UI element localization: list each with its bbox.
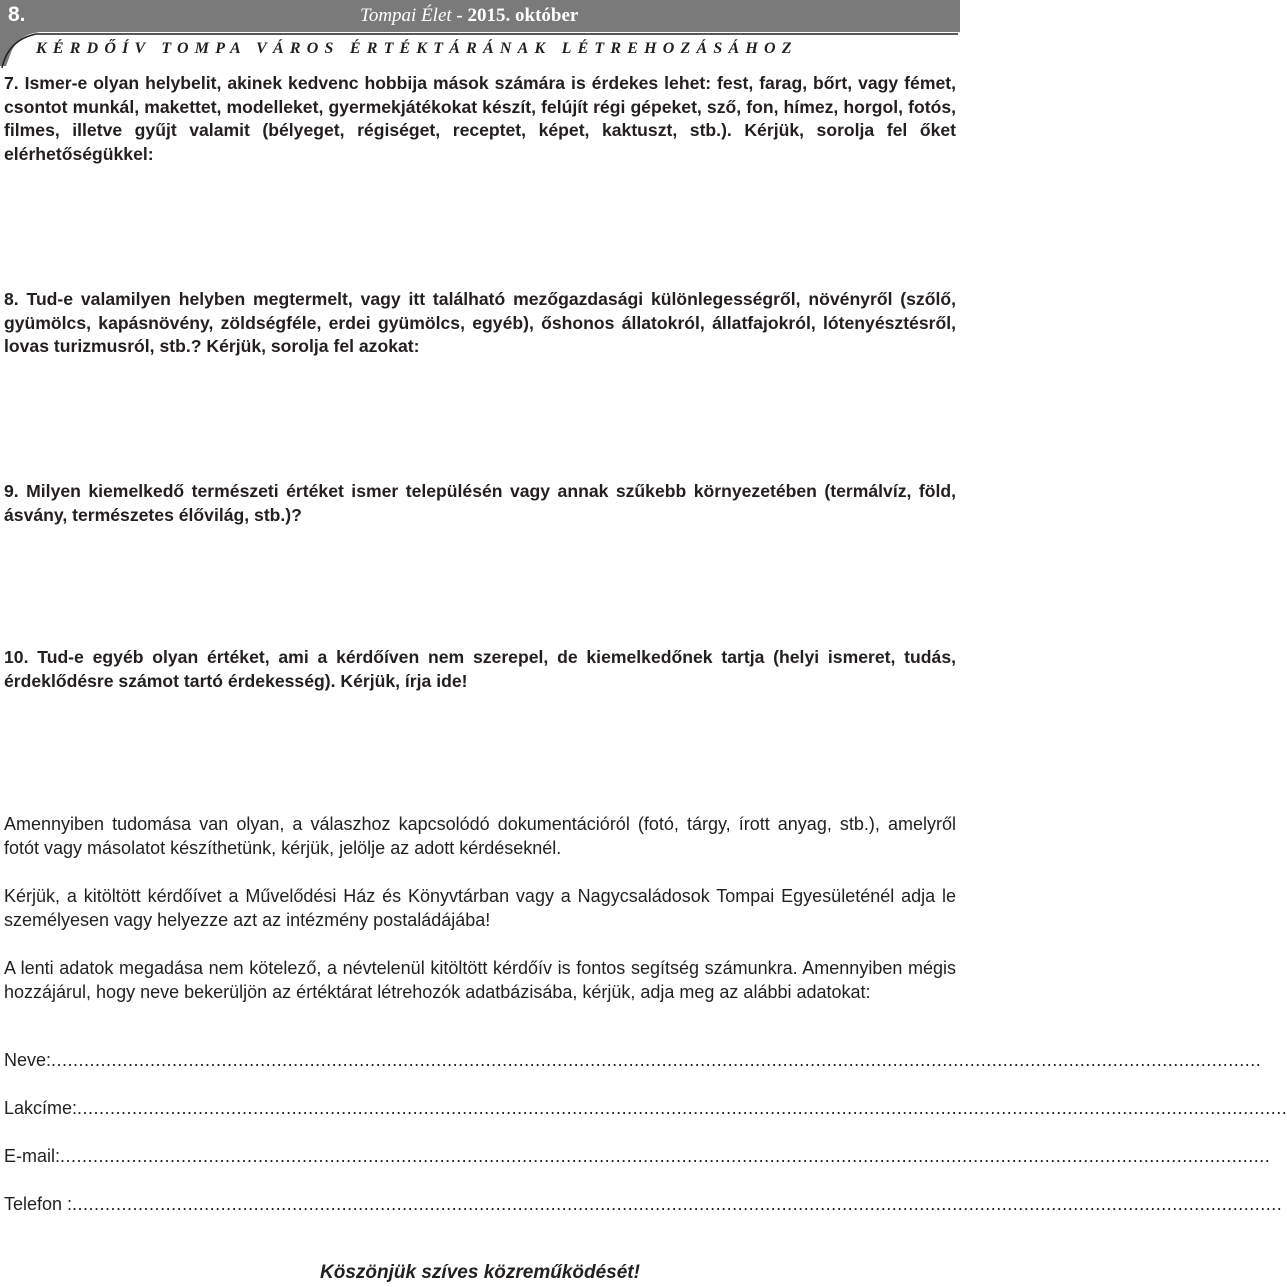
publication-title [360, 5, 578, 27]
address-field[interactable] [4, 1096, 1287, 1120]
submission-instructions: Kérjük, a kitöltött kérdőívet a Művelődési Ház és Könyvtárban vagy a Nagycsaládosok Tompai Egyesületénél adja le személyesen vagy helyezze azt az intézmény postaládájába! [4, 886, 956, 930]
page-number: 8. [8, 3, 26, 26]
email-label: E-mail: [4, 1146, 61, 1166]
question-7: 7. Ismer-e olyan helybelit, akinek kedvenc hobbija mások számára is érdekes lehet: fest, farag, bőrt, vagy fémet, csontot munkál, makettet, modelleket, gyermekjátékokat készít, felújít régi gépeket, sző, fon, hímez, horgol, fotós, filmes, illetve gyűjt valamit (bélyeget, régiséget, receptet, képet, kaktuszt, stb.). Kérjük, sorolja fel őket elérhetőségükkel: [4, 73, 956, 164]
email-field[interactable] [4, 1144, 1271, 1168]
publication-name: Tompai Élet [360, 5, 452, 26]
address-label: Lakcíme: [4, 1098, 78, 1118]
issue-date: - 2015. október [451, 5, 579, 26]
question-10: 10. Tud-e egyéb olyan értéket, ami a kérdőíven nem szerepel, de kiemelkedőnek tartja (helyi ismeret, tudás, érdeklődésre számot tartó érdekesség). Kérjük, írja ide! [4, 647, 956, 691]
name-dotted-line[interactable]: ............................................................................................................................................................................................................................ [51, 1050, 1262, 1070]
name-label: Neve: [4, 1050, 52, 1070]
closing-thanks: Köszönjük szíves közreműködését! [320, 1262, 640, 1283]
email-dotted-line[interactable]: ............................................................................................................................................................................................................................ [60, 1146, 1271, 1166]
question-8: 8. Tud-e valamilyen helyben megtermelt, vagy itt található mezőgazdasági különlegességről, növényről (szőlő, gyümölcs, kapásnövény, zöldségféle, erdei gyümölcs, egyéb), őshonos állatokról, állatfajokról, lótenyésztésről, lovas turizmusról, stb.? Kérjük, sorolja fel azokat: [4, 289, 956, 356]
optional-data-note: A lenti adatok megadása nem kötelező, a névtelenül kitöltött kérdőív is fontos segítség számunkra. Amennyiben mégis hozzájárul, hogy neve bekerüljön az értéktárat létrehozók adatbázisába, kérjük, adja meg az alábbi adatokat: [4, 958, 956, 1002]
phone-label: Telefon : [4, 1194, 73, 1214]
documentation-note: Amennyiben tudomása van olyan, a válaszhoz kapcsolódó dokumentációról (fotó, tárgy, írott anyag, stb.), amelyről fotót vagy másolatot készíthetünk, kérjük, jelölje az adott kérdéseknél. [4, 814, 956, 858]
phone-field[interactable] [4, 1192, 1283, 1216]
questionnaire-banner: KÉRDŐÍV TOMPA VÁROS ÉRTÉKTÁRÁNAK LÉTREHOZÁSÁHOZ [36, 40, 798, 57]
address-dotted-line[interactable]: ............................................................................................................................................................................................................................ [77, 1098, 1287, 1118]
question-9: 9. Milyen kiemelkedő természeti értéket ismer településén vagy annak szűkebb környezetében (termálvíz, föld, ásvány, természetes élővilág, stb.)? [4, 481, 956, 525]
page-header-bar [0, 0, 960, 32]
name-field[interactable] [4, 1048, 1262, 1072]
phone-dotted-line[interactable]: ............................................................................................................................................................................................................................ [72, 1194, 1283, 1214]
